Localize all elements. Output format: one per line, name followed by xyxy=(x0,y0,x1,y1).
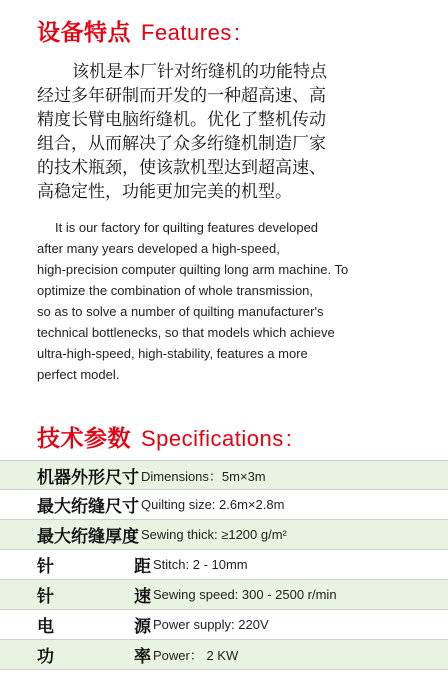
en-line: so as to solve a number of quilting manufacturer's xyxy=(37,304,324,319)
spec-label-char: 率 xyxy=(134,647,151,667)
spec-label-cn: 机器外形尺寸 xyxy=(37,467,139,488)
spec-row-stitch xyxy=(0,550,448,580)
spec-value-en: Sewing speed: 300 - 2500 r/min xyxy=(153,587,337,602)
specifications-table xyxy=(0,460,448,670)
spec-row-dimensions xyxy=(0,460,448,490)
spec-label-char: 针 xyxy=(37,557,54,577)
spec-row-power xyxy=(0,640,448,670)
en-line: after many years developed a high-speed, xyxy=(37,241,280,256)
features-description-cn xyxy=(37,60,427,204)
spec-row-quilting-size xyxy=(0,490,448,520)
spec-label-cn xyxy=(37,582,151,607)
spec-label-cn xyxy=(37,612,151,637)
spec-value-en: Power supply: 220V xyxy=(153,617,269,632)
specifications-title-en: Specifications xyxy=(141,426,284,451)
spec-label-char: 功 xyxy=(37,647,54,667)
spec-label-char: 速 xyxy=(134,587,151,607)
spec-row-sewing-thick xyxy=(0,520,448,550)
features-title-cn: 设备特点 xyxy=(37,20,131,46)
cn-line: 组合，从而解决了众多绗缝机制造厂家 xyxy=(37,134,326,154)
specifications-heading xyxy=(37,420,292,453)
spec-label-cn xyxy=(37,552,151,577)
spec-value-en: Quilting size: 2.6m×2.8m xyxy=(141,497,285,512)
spec-value-en: Stitch: 2 - 10mm xyxy=(153,557,248,572)
spec-label-char: 距 xyxy=(134,557,151,577)
spec-label-cn: 最大绗缝厚度 xyxy=(37,527,139,547)
spec-value-en: Sewing thick: ≥1200 g/m² xyxy=(141,527,287,542)
cn-line: 该机是本厂针对绗缝机的功能特点 xyxy=(72,62,327,82)
spec-label-char: 电 xyxy=(37,617,54,637)
specifications-title-cn: 技术参数 xyxy=(37,426,131,452)
spec-value-en: Dimensions：5m×3m xyxy=(141,468,266,484)
spec-label-cn: 最大绗缝尺寸 xyxy=(37,497,139,517)
features-heading xyxy=(37,14,240,47)
en-line: technical bottlenecks, so that models which achieve xyxy=(37,325,335,340)
cn-line: 高稳定性，功能更加完美的机型。 xyxy=(37,182,292,202)
spec-label-cn xyxy=(37,642,151,667)
cn-line: 的技术瓶颈，使该款机型达到超高速、 xyxy=(37,158,326,178)
features-title-en: Features xyxy=(141,20,232,45)
spec-label-char: 针 xyxy=(37,587,54,607)
features-description-en xyxy=(37,217,437,385)
en-line: optimize the combination of whole transmission, xyxy=(37,283,314,298)
cn-line: 精度长臂电脑绗缝机。优化了整机传动 xyxy=(37,110,326,130)
en-line: ultra-high-speed, high-stability, features a more xyxy=(37,346,308,361)
spec-label-char: 源 xyxy=(134,617,151,637)
specifications-title-colon: : xyxy=(285,426,293,451)
spec-value-en: Power： 2 KW xyxy=(153,648,239,663)
spec-row-power-supply xyxy=(0,610,448,640)
cn-line: 经过多年研制而开发的一种超高速、高 xyxy=(37,86,326,106)
features-title-colon: : xyxy=(233,20,241,45)
en-line: high-precision computer quilting long arm machine. To xyxy=(37,262,349,277)
en-line: It is our factory for quilting features developed xyxy=(55,220,319,235)
en-line: perfect model. xyxy=(37,367,120,382)
spec-row-sewing-speed xyxy=(0,580,448,610)
